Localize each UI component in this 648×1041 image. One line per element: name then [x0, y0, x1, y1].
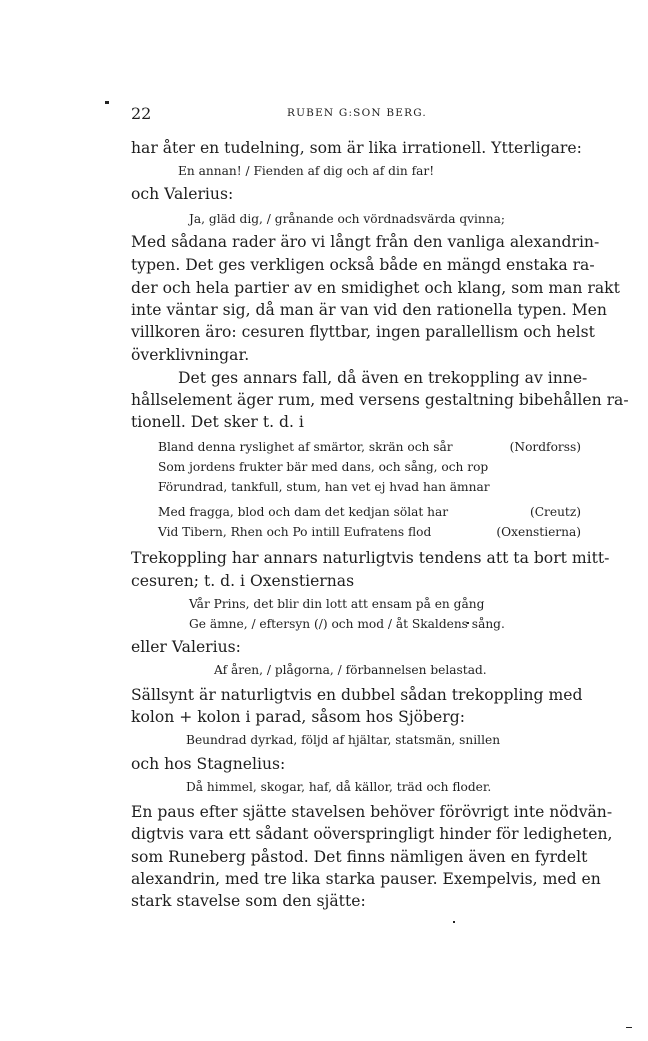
verse-attribution: (Oxenstierna)	[496, 525, 581, 539]
body-line: som Runeberg påstod. Det finns nämligen även en fyrdelt	[131, 848, 588, 866]
verse-line: Beundrad dyrkad, följd af hjältar, statsmän, snillen	[186, 733, 501, 747]
body-line: stark stavelse som den sjätte:	[131, 892, 366, 910]
body-line: tionell. Det sker t. d. i	[131, 413, 304, 431]
body-line: typen. Det ges verkligen också både en mängd enstaka ra-	[131, 256, 595, 274]
body-line: villkoren äro: cesuren flyttbar, ingen parallellism och helst	[131, 323, 595, 341]
verse-line: Af åren, / plågorna, / förbannelsen belastad.	[214, 663, 487, 677]
page-header	[131, 104, 581, 126]
verse-line: Vid Tibern, Rhen och Po intill Eufratens flod	[158, 525, 432, 539]
body-line: Trekoppling har annars naturligtvis tendens att ta bort mitt-	[131, 549, 610, 567]
verse-line: Bland denna ryslighet af smärtor, skrän och sår	[158, 440, 453, 454]
ink-speck	[626, 1027, 632, 1028]
body-line: eller Valerius:	[131, 638, 241, 656]
page-number: 22	[131, 104, 152, 123]
running-head: RUBEN G:SON BERG.	[287, 107, 427, 119]
verse-attribution: (Nordforss)	[509, 440, 581, 454]
body-line: Det ges annars fall, då även en trekoppling av inne-	[178, 369, 588, 387]
body-line: kolon + kolon i parad, såsom hos Sjöberg:	[131, 708, 465, 726]
body-line: och Valerius:	[131, 185, 234, 203]
verse-line: Ja, gläd dig, / grånande och vördnadsvärda qvinna;	[189, 212, 506, 226]
body-line: Med sådana rader äro vi långt från den vanliga alexandrin-	[131, 233, 600, 251]
body-line: hållselement äger rum, med versens gestaltning bibehållen ra-	[131, 391, 629, 409]
body-line: har åter en tudelning, som är lika irrationell. Ytterligare:	[131, 139, 582, 157]
verse-line: Ge ämne, / eftersyn (/) och mod / åt Skaldens sång.	[189, 617, 505, 631]
verse-attribution: (Creutz)	[529, 505, 581, 519]
ink-speck	[453, 921, 455, 923]
body-line: Sällsynt är naturligtvis en dubbel sådan trekoppling med	[131, 686, 583, 704]
verse-line: Som jordens frukter bär med dans, och sång, och rop	[158, 460, 489, 474]
ink-speck	[105, 101, 109, 104]
body-line: En paus efter sjätte stavelsen behöver förövrigt inte nödvän-	[131, 803, 613, 821]
verse-line: Då himmel, skogar, haf, då källor, träd och floder.	[186, 780, 492, 794]
body-line: cesuren; t. d. i Oxenstiernas	[131, 572, 355, 590]
body-line: alexandrin, med tre lika starka pauser. Exempelvis, med en	[131, 870, 601, 888]
verse-line: Förundrad, tankfull, stum, han vet ej hvad han ämnar	[158, 480, 490, 494]
body-line: der och hela partier av en smidighet och klang, som man rakt	[131, 279, 620, 297]
body-line: inte väntar sig, då man är van vid den rationella typen. Men	[131, 301, 607, 319]
body-line: digtvis vara ett sådant oöverspringligt hinder för ledigheten,	[131, 825, 613, 843]
verse-line: Med fragga, blod och dam det kedjan sölat har	[158, 505, 449, 519]
verse-line: Vår Prins, det blir din lott att ensam på en gång	[189, 597, 485, 611]
verse-line: En annan! / Fienden af dig och af din far!	[178, 164, 435, 178]
body-line: och hos Stagnelius:	[131, 755, 286, 773]
body-line: överklivningar.	[131, 346, 250, 364]
